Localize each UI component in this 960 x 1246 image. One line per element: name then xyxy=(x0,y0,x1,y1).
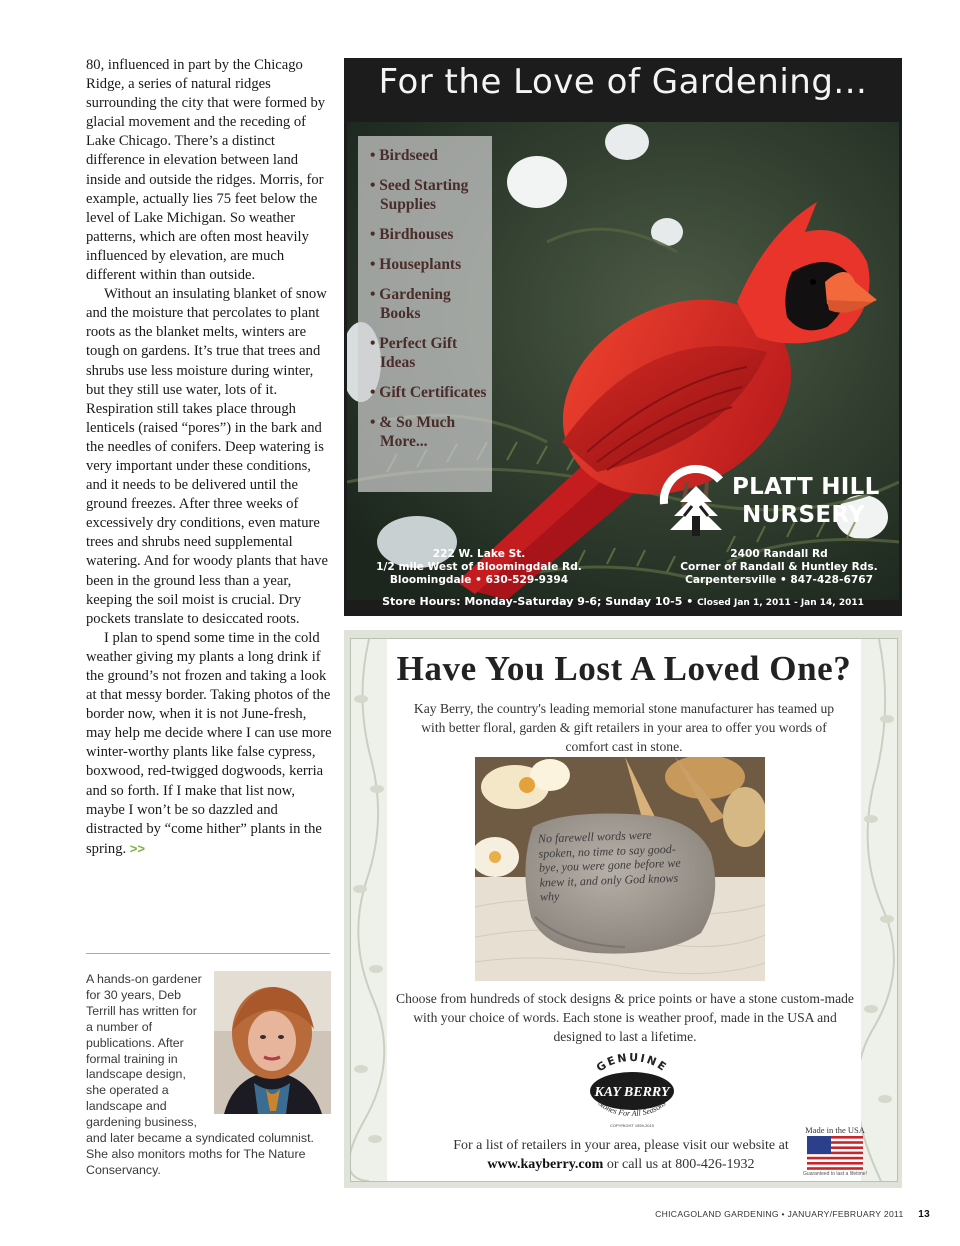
memorial-ad-panel xyxy=(350,638,898,1182)
logo-line-2: NURSERY xyxy=(742,502,866,528)
logo-line-1: PLATT HILL xyxy=(732,474,880,500)
nursery-ad-title: For the Love of Gardening... xyxy=(378,62,868,102)
address-line: 222 W. Lake St. xyxy=(432,548,526,560)
article-paragraph-3-text: I plan to spend some time in the cold weather giving my plants a long drink if the ground’s not frozen and taking a look at that messy border. Taking photos of the border now, when it is not June-fresh, may help me decide where I can use more winter-worthy plants like false cypress, boxwood, red-twigged dogwoods, kerria and so forth. If I make that list now, maybe I won’t be so dazzled and distracted by “come hither” plants in the spring. xyxy=(86,629,332,857)
product-item: • Seed Starting Supplies xyxy=(370,177,469,213)
product-item: • Perfect Gift Ideas xyxy=(370,335,458,371)
memorial-ad-footer xyxy=(411,1136,831,1174)
website-link[interactable]: www.kayberry.com xyxy=(487,1157,604,1172)
us-flag-icon xyxy=(807,1136,863,1170)
author-bio xyxy=(86,972,332,1179)
nursery-ad xyxy=(344,58,902,616)
logo-brand-text: KAY BERRY xyxy=(594,1085,670,1100)
publication-info: CHICAGOLAND GARDENING • JANUARY/FEBRUARY 2011 xyxy=(655,1209,904,1219)
address-line: 1/2 mile West of Bloomingdale Rd. xyxy=(376,561,582,573)
product-item: • & So Much More... xyxy=(370,414,456,450)
location-bloomingdale xyxy=(374,548,584,587)
product-item: • Birdseed xyxy=(370,147,438,164)
article-column xyxy=(86,56,332,859)
article-paragraph-1: 80, influenced in part by the Chicago Ridge, a series of natural ridges surrounding the city that were formed by glacial movement and the receding of Lake Chicago. There’s a distinct difference in elevation between land inside and outside the ridges. Morris, for example, actually lies 75 feet below the level of Lake Michigan. So weather patterns, which are often most heavily influenced by elevation, are much different within than outside. xyxy=(86,57,326,284)
logo-genuine-text: GENUINE xyxy=(594,1053,671,1075)
vine-border-right-icon xyxy=(861,639,897,1181)
location-carpentersville xyxy=(664,548,894,587)
product-item: • Gift Certificates xyxy=(370,384,487,401)
column-divider xyxy=(86,953,330,954)
tree-logo-icon xyxy=(656,460,736,540)
page-number: 13 xyxy=(918,1209,930,1220)
product-list-panel xyxy=(358,136,492,492)
bio-photo-spacer xyxy=(202,972,332,1130)
footer-line-2 xyxy=(411,1155,831,1174)
address-line: Bloomingdale • 630-529-9394 xyxy=(389,574,569,586)
address-line: Corner of Randall & Huntley Rds. xyxy=(680,561,878,573)
usa-guarantee: Guaranteed to last a lifetime! xyxy=(803,1171,867,1177)
article-paragraph-2: Without an insulating blanket of snow and the moisture that percolates to plant roots as the blanket melts, winters are tough on gardens. It’s true that trees and shrubs use less moisture during winter, but they still use water, lots of it. Respiration still takes place through lenticels (raised “pores”) in the bark and the needles of conifers. Deep watering is very important under these conditions, and it needs to be delivered until the ground freezes. After three weeks of excessively dry conditions, even mature trees and shrubs need supplemental watering. And for woody plants that have been in the ground less than a year, keeping the soil moist is crucial. Dry pockets translate to desiccated roots. xyxy=(86,286,328,627)
address-line: 2400 Randall Rd xyxy=(730,548,828,560)
product-item: • Gardening Books xyxy=(370,286,451,322)
stone-inscription: No farewell words were spoken, no time to say good-bye, you were gone before we knew it, and only God knows why xyxy=(537,827,681,904)
product-item: • Houseplants xyxy=(370,256,462,273)
address-line: Carpentersville • 847-428-6767 xyxy=(685,574,873,586)
memorial-ad xyxy=(344,630,902,1188)
store-hours xyxy=(344,595,902,608)
bio-text: A hands-on gardener for 30 years, Deb Terrill has written for a number of publications. After formal training in landscape design, she operated a landscape and gardening business, and later became a syndicated columnist. She also monitors moths for The Nature Conservancy. xyxy=(86,972,314,1177)
kay-berry-logo xyxy=(577,1053,687,1129)
made-in-usa-label: Made in the USA xyxy=(805,1125,865,1135)
page-footer xyxy=(655,1209,930,1220)
vine-border-left-icon xyxy=(351,639,387,1181)
continue-arrow-icon: >> xyxy=(129,840,145,856)
product-item: • Birdhouses xyxy=(370,226,454,243)
closed-dates: Closed Jan 1, 2011 - Jan 14, 2011 xyxy=(697,598,864,608)
logo-copyright-text: COPYRIGHT 1999-2010 xyxy=(610,1123,654,1128)
memorial-ad-body: Choose from hundreds of stock designs & price points or have a stone custom-made with your choice of words. Each stone is weather proof, made in the USA and designed to last a lifetime. xyxy=(396,991,854,1045)
memorial-ad-title: Have You Lost A Loved One? xyxy=(396,649,852,688)
article-paragraph-3 xyxy=(86,629,332,859)
footer-line-1: For a list of retailers in your area, please visit our website at xyxy=(453,1138,789,1153)
platt-hill-logo xyxy=(656,458,896,538)
logo-tagline-text: Stones For All Seasons xyxy=(596,1098,668,1119)
product-list xyxy=(358,136,492,451)
store-hours-text: Store Hours: Monday-Saturday 9-6; Sunday 10-5 • xyxy=(382,595,694,608)
made-in-usa-badge xyxy=(797,1125,873,1181)
memorial-ad-intro: Kay Berry, the country's leading memorial stone manufacturer has teamed up with better floral, garden & gift retailers in your area to offer you words of comfort cast in stone. xyxy=(413,701,835,754)
memorial-stone-photo xyxy=(475,757,765,981)
phone-text: or call us at 800-426-1932 xyxy=(603,1157,755,1172)
